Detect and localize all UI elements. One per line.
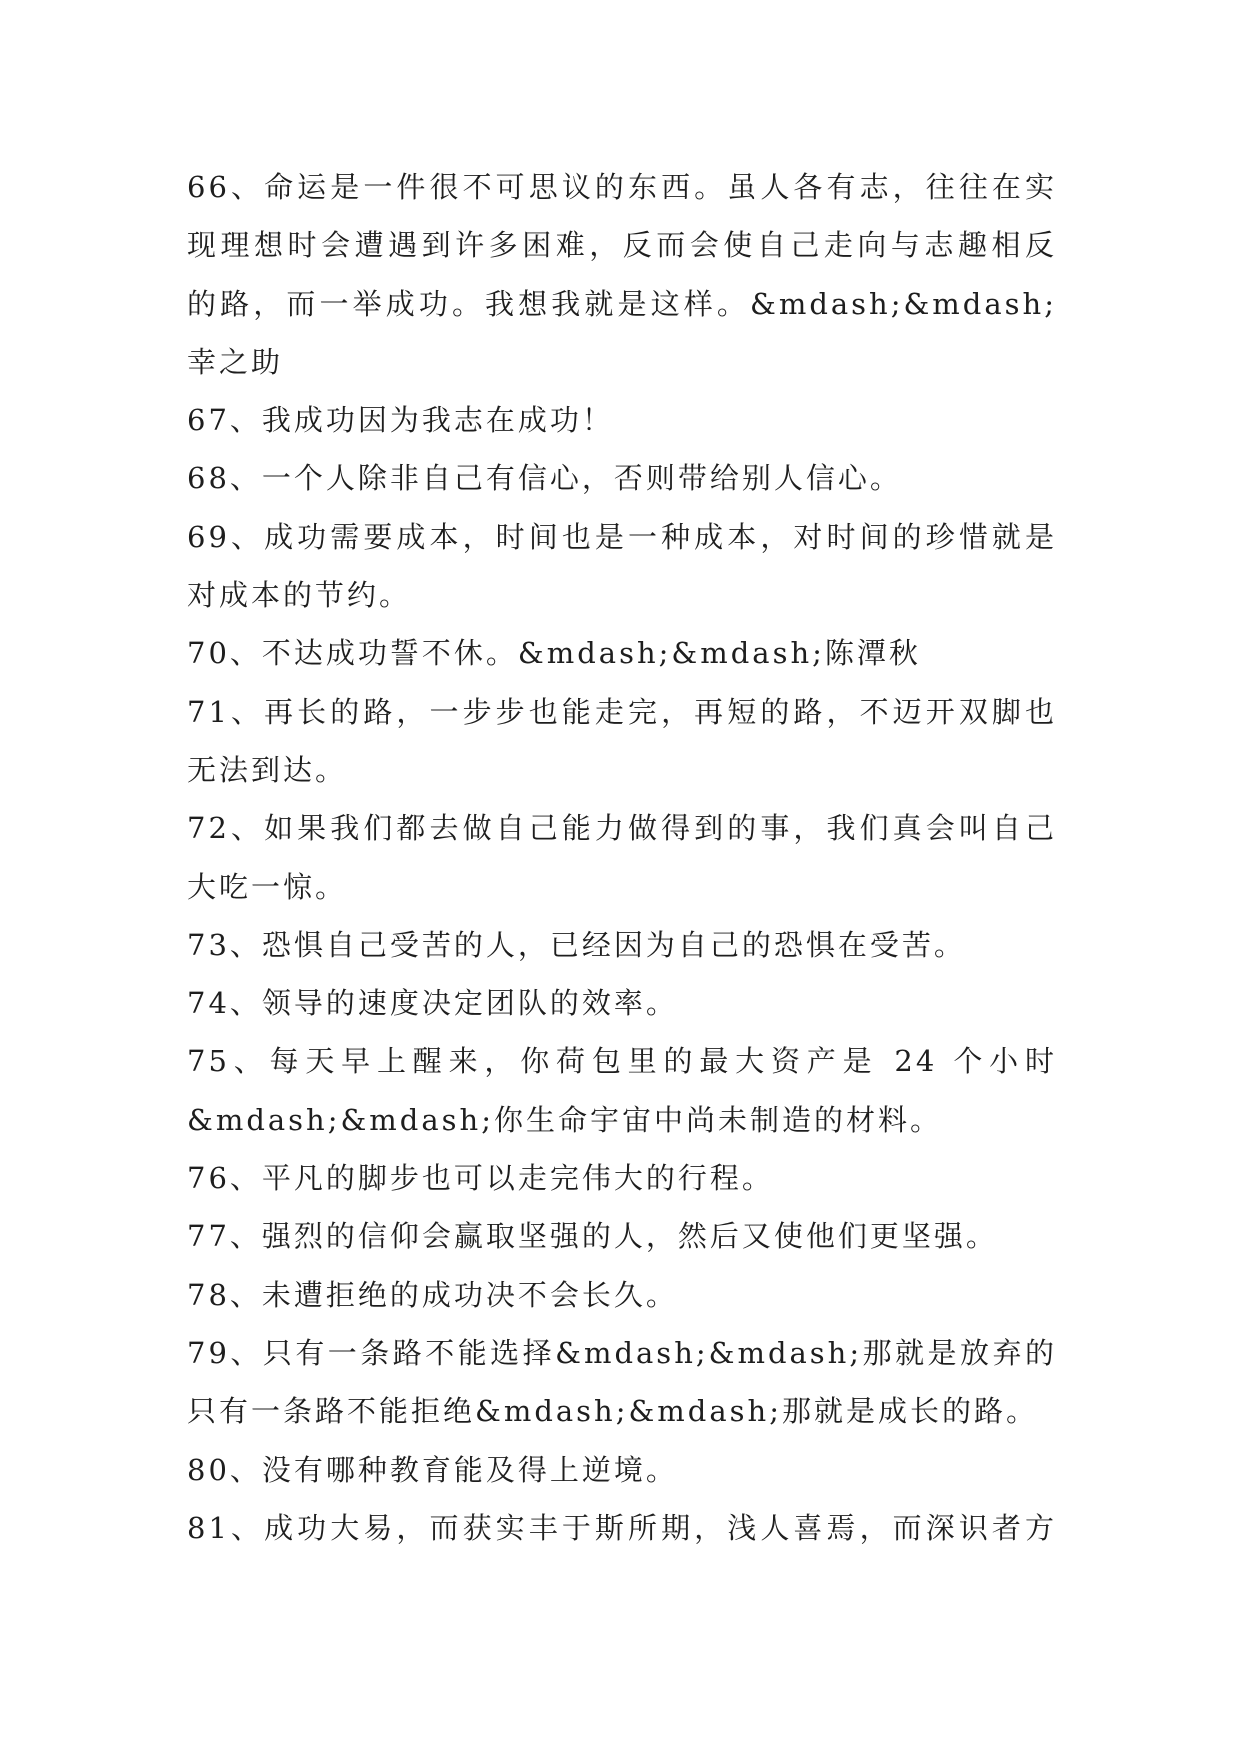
text-line: 75、每天早上醒来，你荷包里的最大资产是 24 个小时 [187,1044,1057,1079]
text-line: 68、一个人除非自己有信心，否则带给别人信心。 [187,461,902,496]
text-line: 80、没有哪种教育能及得上逆境。 [187,1452,678,1487]
document-body [187,158,1057,1557]
text-line: &mdash;&mdash;你生命宇宙中尚未制造的材料。 [187,1102,942,1137]
text-line: 71、再长的路，一步步也能走完，再短的路，不迈开双脚也 [187,694,1057,729]
text-line: 73、恐惧自己受苦的人，已经因为自己的恐惧在受苦。 [187,927,966,962]
text-line: 幸之助 [187,344,284,379]
text-line: 79、只有一条路不能选择&mdash;&mdash;那就是放弃的 [187,1335,1057,1370]
text-line: 76、平凡的脚步也可以走完伟大的行程。 [187,1161,774,1196]
text-line: 大吃一惊。 [187,869,348,904]
text-line: 66、命运是一件很不可思议的东西。虽人各有志，往往在实 [187,170,1057,204]
text-line: 对成本的节约。 [187,578,412,613]
text-line: 的路，而一举成功。我想我就是这样。&mdash;&mdash; [187,286,1057,321]
text-line: 现理想时会遭遇到许多困难，反而会使自己走向与志趣相反 [187,228,1057,263]
text-line: 70、不达成功誓不休。&mdash;&mdash;陈潭秋 [187,636,921,671]
text-line: 无法到达。 [187,752,348,787]
text-line: 77、强烈的信仰会赢取坚强的人，然后又使他们更坚强。 [187,1219,998,1254]
text-line: 67、我成功因为我志在成功！ [187,403,614,438]
text-line: 72、如果我们都去做自己能力做得到的事，我们真会叫自己 [187,811,1057,846]
text-line: 只有一条路不能拒绝&mdash;&mdash;那就是成长的路。 [187,1394,1038,1429]
text-line: 74、领导的速度决定团队的效率。 [187,986,678,1021]
text-line: 81、成功大易，而获实丰于斯所期，浅人喜焉，而深识者方 [187,1510,1057,1545]
text-line: 78、未遭拒绝的成功决不会长久。 [187,1277,678,1312]
text-line: 69、成功需要成本，时间也是一种成本，对时间的珍惜就是 [187,519,1057,554]
